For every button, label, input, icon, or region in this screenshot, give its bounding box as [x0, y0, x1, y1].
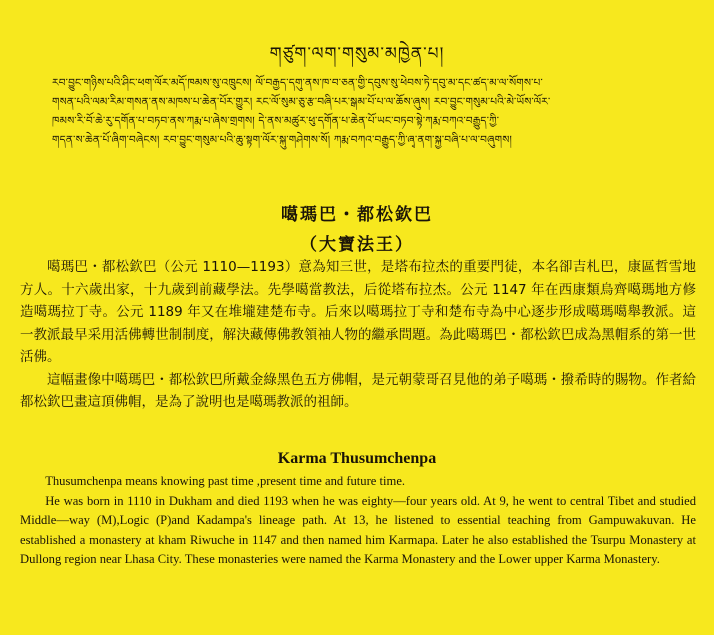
chinese-title: 噶瑪巴・都松欽巴 [281, 205, 433, 225]
english-paragraph: Thusumchenpa means knowing past time ,present time and future time. [45, 474, 406, 488]
english-text-block [20, 472, 696, 570]
tibetan-line: རབ་བྱུང་གཉིས་པའི་ཤིང་ཕག་ལོར་མདོ་ཁམས་སུ་འཁྲུངས། ལོ་བརྒྱད་དགུ་ནས་ཁ་བ་ཅན་གྱི་དབུས་སུ་ཕེབས་ཏེ་དབུ་མ་དང་ཚད་མ་ལ་སོགས་པ་ [52, 77, 543, 89]
tibetan-line: གསན་པའི་ལམ་རིམ་གསན་ནས་མཁས་པ་ཆེན་པོར་གྱུར། རང་ལོ་སུམ་ཅུ་རྩ་བཞི་པར་སྒམ་པོ་པ་ལ་ཆོས་ཞུས། རབ་བྱུང་གསུམ་པའི་མེ་ཡོས་ལོར་ [52, 96, 551, 108]
chinese-text-block [20, 256, 696, 414]
chinese-subtitle: （大寶法王） [300, 235, 414, 255]
english-paragraph: He was born in 1110 in Dukham and died 1193 when he was eighty—four years old. At 9, he went to central Tibet and studied Middle—way (M),Logic (P)and Kadampa's lineage path. At 13, he listened to essential teaching from Gampuwakuvan. He established a monastery at kham Riwuche in 1147 and then named him Karmapa. Later he also established the Tsurpu Monastery at Dullong region near Lhasa City. These monasteries were named the Karma Monastery and the Lower upper Karma Monastery. [20, 493, 696, 566]
english-title: Karma Thusumchenpa [277, 450, 437, 467]
tibetan-line: གདན་ས་ཆེན་པོ་ཞིག་བཞེངས། རབ་བྱུང་གསུམ་པའི་ཆུ་སྟག་ལོར་སྐུ་གཤེགས་སོ། ཀརྨ་བཀའ་བརྒྱུད་ཀྱི་ཞྭ་ནག་སྐྱ་བཞི་པ་ལ་བཞུགས། [52, 134, 513, 146]
tibetan-title: གཙུག་ལག་གསུམ་མཁྱེན་པ། [269, 44, 445, 64]
chinese-paragraph: 噶瑪巴・都松欽巴（公元 1110—1193）意為知三世，是塔布拉杰的重要門徒，本名卻吉札巴，康區哲雪地方人。十六歲出家，十九歲到前藏學法。先學噶當教法，后從塔布拉杰。公元 1147 年在西康類烏齊噶瑪地方修造噶瑪拉丁寺。公元 1189 年又在堆壠建楚布寺。后來以噶瑪拉丁寺和楚布寺為中心逐步形成噶瑪噶舉教派。這一教派最早采用活佛轉世制制度，解決藏傳佛教領袖人物的繼承問題。為此噶瑪巴・都松欽巴成為黑帽系的第一世活佛。 [20, 259, 696, 365]
chinese-paragraph: 這幅畫像中噶瑪巴・都松欽巴所戴金綠黑色五方佛帽，是元朝蒙哥召見他的弟子噶瑪・撥希時的賜物。作者給都松欽巴畫這頂佛帽，是為了說明也是噶瑪教派的祖師。 [20, 371, 696, 410]
tibetan-text-block [52, 74, 680, 150]
tibetan-line: ཁམས་རི་བོ་ཆེ་རུ་དགོན་པ་བཏབ་ནས་ཀརྨ་པ་ཞེས་གྲགས། དེ་ནས་མཚུར་ཕུ་དགོན་པ་ཆེན་པོ་ཡང་བཏབ་སྟེ་ཀརྨ་བཀའ་བརྒྱུད་ཀྱི་ [52, 115, 500, 127]
